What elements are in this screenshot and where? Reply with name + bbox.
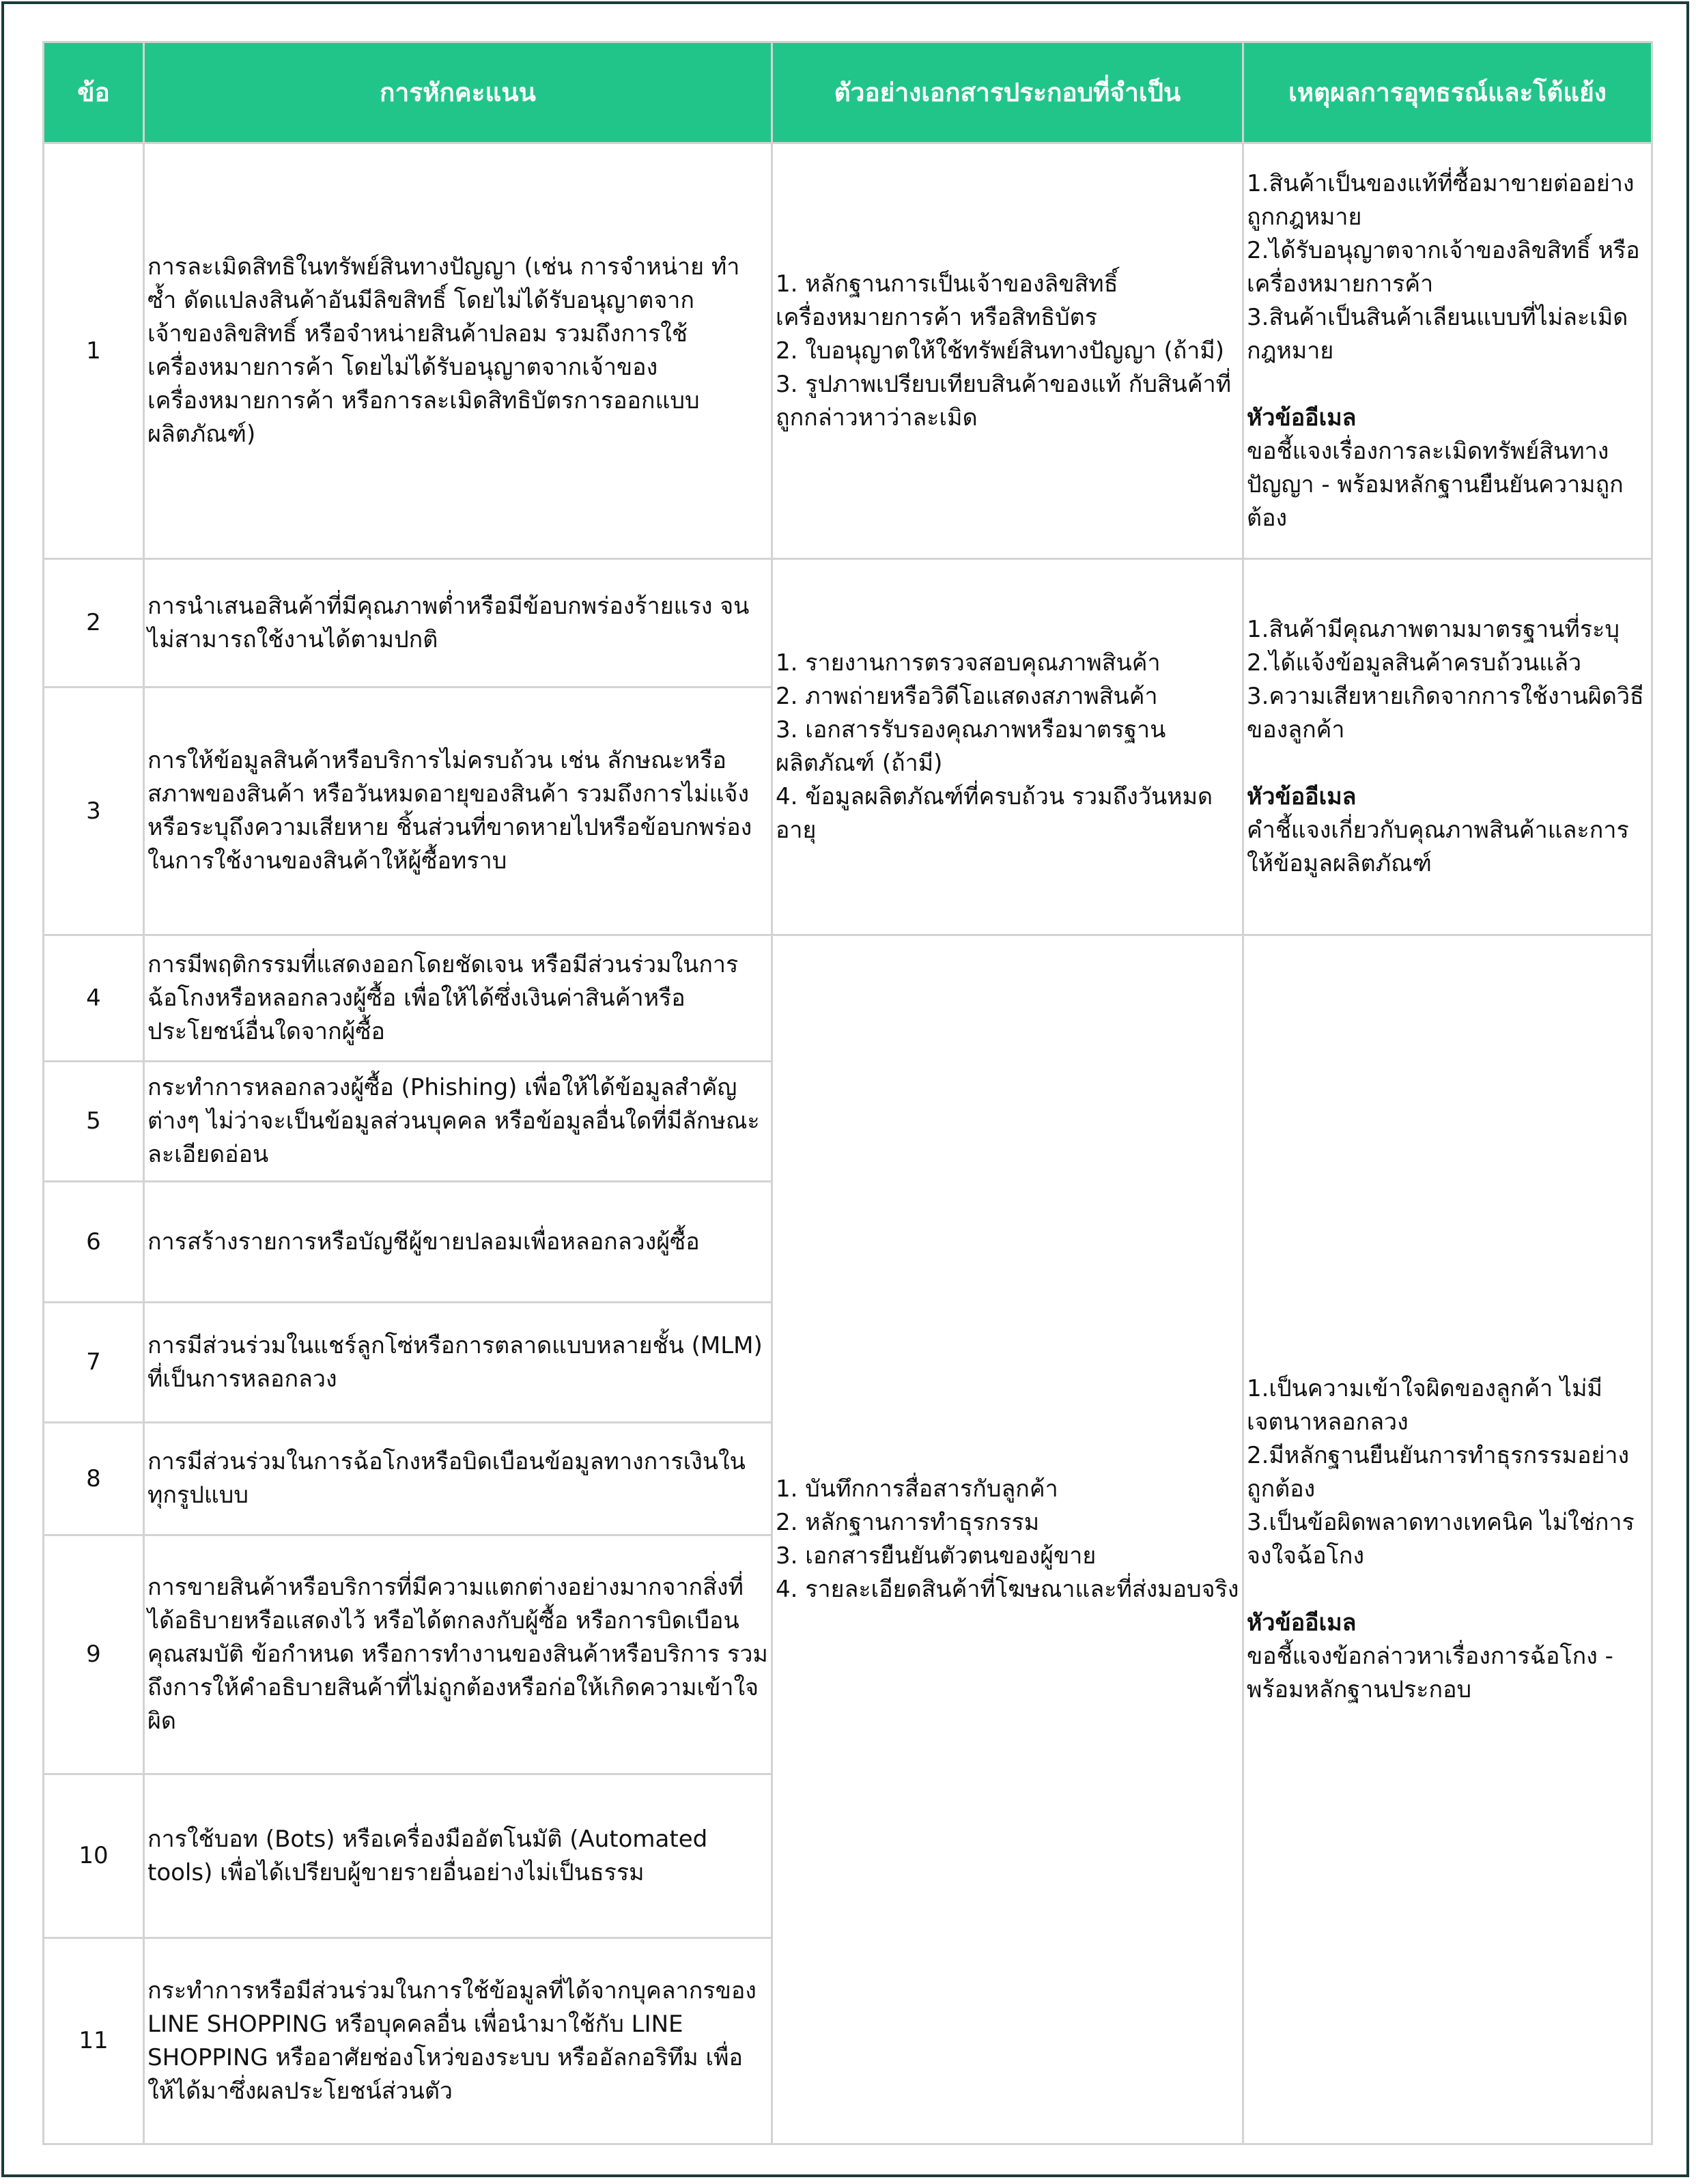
- deduction-text: การมีส่วนร่วมในการฉ้อโกงหรือบิดเบือนข้อมูลทางการเงินในทุกรูปแบบ: [144, 1423, 772, 1535]
- email-subject-title: หัวข้ออีเมล: [1247, 403, 1357, 431]
- row-number: 3: [44, 687, 144, 935]
- email-subject-text: คำชี้แจงเกี่ยวกับคุณภาพสินค้าและการให้ข้อมูลผลิตภัณฑ์: [1247, 817, 1629, 877]
- deduction-text: การใช้บอท (Bots) หรือเครื่องมืออัตโนมัติ (Automated tools) เพื่อได้เปรียบผู้ขายรายอื่นอย่างไม่เป็นธรรม: [144, 1774, 772, 1938]
- row-number: 4: [44, 935, 144, 1062]
- reason-cell: [1243, 559, 1652, 935]
- row-number: 6: [44, 1182, 144, 1303]
- row-number: 10: [44, 1774, 144, 1938]
- row-number: 11: [44, 1938, 144, 2144]
- reason-item: 2.ได้รับอนุญาตจากเจ้าของลิขสิทธิ์ หรือเครื่องหมายการค้า: [1247, 236, 1640, 298]
- email-subject-text: ขอชี้แจงข้อกล่าวหาเรื่องการฉ้อโกง - พร้อมหลักฐานประกอบ: [1247, 1643, 1613, 1703]
- documents-cell: [772, 143, 1243, 559]
- header-documents: ตัวอย่างเอกสารประกอบที่จำเป็น: [772, 42, 1243, 143]
- row-number: 8: [44, 1423, 144, 1535]
- document-item: 1. รายงานการตรวจสอบคุณภาพสินค้า: [776, 649, 1161, 677]
- row-number: 7: [44, 1303, 144, 1423]
- table-row: [44, 935, 1652, 1062]
- row-number: 2: [44, 559, 144, 687]
- email-subject-title: หัวข้ออีเมล: [1247, 783, 1357, 810]
- deduction-text: กระทำการหลอกลวงผู้ซื้อ (Phishing) เพื่อให้ได้ข้อมูลสำคัญต่างๆ ไม่ว่าจะเป็นข้อมูลส่วนบุคคล หรือข้อมูลอื่นใดที่มีลักษณะละเอียดอ่อน: [144, 1062, 772, 1182]
- document-item: 4. รายละเอียดสินค้าที่โฆษณาและที่ส่งมอบจริง: [776, 1576, 1239, 1603]
- reason-item: 2.มีหลักฐานยืนยันการทำธุรกรรมอย่างถูกต้อง: [1247, 1442, 1630, 1503]
- document-item: 2. หลักฐานการทำธุรกรรม: [776, 1509, 1040, 1536]
- header-item-number: ข้อ: [44, 42, 144, 143]
- document-item: 4. ข้อมูลผลิตภัณฑ์ที่ครบถ้วน รวมถึงวันหมดอายุ: [776, 783, 1213, 844]
- deduction-text: การละเมิดสิทธิในทรัพย์สินทางปัญญา (เช่น การจำหน่าย ทำซ้ำ ดัดแปลงสินค้าอันมีลิขสิทธิ์ โดยไม่ได้รับอนุญาตจากเจ้าของลิขสิทธิ์ หรือจำหน่ายสินค้าปลอม รวมถึงการใช้เครื่องหมายการค้า โดยไม่ได้รับอนุญาตจากเจ้าของเครื่องหมายการค้า หรือการละเมิดสิทธิบัตรการออกแบบผลิตภัณฑ์): [144, 143, 772, 559]
- documents-cell: [772, 559, 1243, 935]
- reason-item: 2.ได้แจ้งข้อมูลสินค้าครบถ้วนแล้ว: [1247, 649, 1582, 677]
- reason-item: 1.สินค้าเป็นของแท้ที่ซื้อมาขายต่ออย่างถูกกฎหมาย: [1247, 169, 1635, 231]
- document-item: 1. หลักฐานการเป็นเจ้าของลิขสิทธิ์ เครื่องหมายการค้า หรือสิทธิบัตร: [776, 270, 1118, 331]
- deduction-text: การมีพฤติกรรมที่แสดงออกโดยชัดเจน หรือมีส่วนร่วมในการฉ้อโกงหรือหลอกลวงผู้ซื้อ เพื่อให้ได้ซึ่งเงินค่าสินค้าหรือประโยชน์อื่นใดจากผู้ซื้อ: [144, 935, 772, 1062]
- header-deduction: การหักคะแนน: [144, 42, 772, 143]
- email-subject-title: หัวข้ออีเมล: [1247, 1609, 1357, 1636]
- deduction-text: การขายสินค้าหรือบริการที่มีความแตกต่างอย่างมากจากสิ่งที่ได้อธิบายหรือแสดงไว้ หรือได้ตกลงกับผู้ซื้อ หรือการบิดเบือนคุณสมบัติ ข้อกำหนด หรือการทำงานของสินค้าหรือบริการ รวมถึงการให้คำอธิบายสินค้าที่ไม่ถูกต้องหรือก่อให้เกิดความเข้าใจผิด: [144, 1535, 772, 1774]
- reason-item: 3.ความเสียหายเกิดจากการใช้งานผิดวิธีของลูกค้า: [1247, 683, 1644, 743]
- row-number: 9: [44, 1535, 144, 1774]
- row-number: 1: [44, 143, 144, 559]
- table-row: [44, 143, 1652, 559]
- reason-cell: [1243, 143, 1652, 559]
- deduction-text: การให้ข้อมูลสินค้าหรือบริการไม่ครบถ้วน เช่น ลักษณะหรือสภาพของสินค้า หรือวันหมดอายุของสินค้า รวมถึงการไม่แจ้งหรือระบุถึงความเสียหาย ชิ้นส่วนที่ขาดหายไปหรือข้อบกพร่องในการใช้งานของสินค้าให้ผู้ซื้อทราบ: [144, 687, 772, 935]
- deduction-text: กระทำการหรือมีส่วนร่วมในการใช้ข้อมูลที่ได้จากบุคลากรของ LINE SHOPPING หรือบุคคลอื่น เพื่อนำมาใช้กับ LINE SHOPPING หรืออาศัยช่องโหว่ของระบบ หรืออัลกอริทึม เพื่อให้ได้มาซึ่งผลประโยชน์ส่วนตัว: [144, 1938, 772, 2144]
- appeal-table: [42, 41, 1653, 2145]
- email-subject-text: ขอชี้แจงเรื่องการละเมิดทรัพย์สินทางปัญญา - พร้อมหลักฐานยืนยันความถูกต้อง: [1247, 437, 1624, 532]
- reason-item: 1.เป็นความเข้าใจผิดของลูกค้า ไม่มีเจตนาหลอกลวง: [1247, 1375, 1602, 1436]
- header-appeal-reason: เหตุผลการอุทธรณ์และโต้แย้ง: [1243, 42, 1652, 143]
- documents-cell: [772, 935, 1243, 2144]
- deduction-text: การสร้างรายการหรือบัญชีผู้ขายปลอมเพื่อหลอกลวงผู้ซื้อ: [144, 1182, 772, 1303]
- table-row: [44, 559, 1652, 687]
- deduction-text: การมีส่วนร่วมในแชร์ลูกโซ่หรือการตลาดแบบหลายชั้น (MLM) ที่เป็นการหลอกลวง: [144, 1303, 772, 1423]
- reason-cell: [1243, 935, 1652, 2144]
- document-item: 3. เอกสารยืนยันตัวตนของผู้ขาย: [776, 1542, 1097, 1570]
- header-row: [44, 42, 1652, 143]
- reason-item: 3.สินค้าเป็นสินค้าเลียนแบบที่ไม่ละเมิดกฎหมาย: [1247, 303, 1628, 365]
- document-item: 2. ภาพถ่ายหรือวิดีโอแสดงสภาพสินค้า: [776, 683, 1158, 710]
- row-number: 5: [44, 1062, 144, 1182]
- document-item: 3. เอกสารรับรองคุณภาพหรือมาตรฐานผลิตภัณฑ์ (ถ้ามี): [776, 716, 1166, 777]
- document-item: 3. รูปภาพเปรียบเทียบสินค้าของแท้ กับสินค้าที่ถูกกล่าวหาว่าละเมิด: [776, 370, 1232, 431]
- reason-item: 1.สินค้ามีคุณภาพตามมาตรฐานที่ระบุ: [1247, 616, 1620, 643]
- document-item: 1. บันทึกการสื่อสารกับลูกค้า: [776, 1475, 1058, 1503]
- document-item: 2. ใบอนุญาตให้ใช้ทรัพย์สินทางปัญญา (ถ้ามี): [776, 337, 1225, 365]
- reason-item: 3.เป็นข้อผิดพลาดทางเทคนิค ไม่ใช่การจงใจฉ้อโกง: [1247, 1509, 1635, 1570]
- deduction-text: การนำเสนอสินค้าที่มีคุณภาพต่ำหรือมีข้อบกพร่องร้ายแรง จนไม่สามารถใช้งานได้ตามปกติ: [144, 559, 772, 687]
